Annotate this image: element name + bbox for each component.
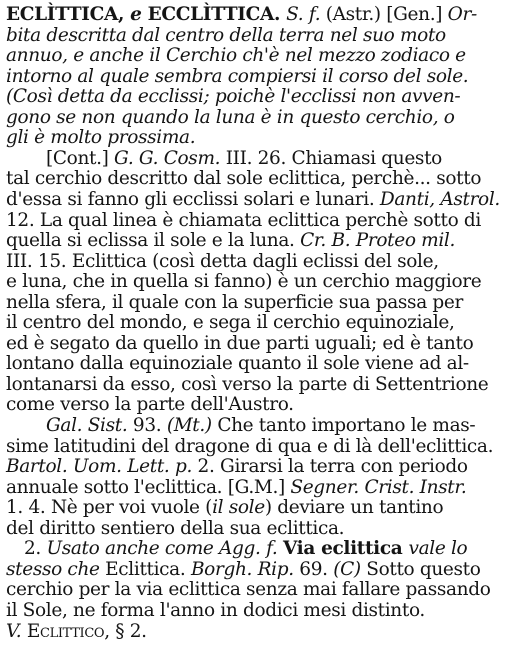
text-run: 2. Girarsi la terra con periodo xyxy=(197,456,468,478)
text-run: come verso la parte dell'Austro. xyxy=(6,394,294,416)
text-run: 93. xyxy=(132,415,167,436)
text-run: Segner. Crist. Instr. xyxy=(290,476,467,498)
text-run: lontano dalla equinoziale quanto il sole viene ad al- xyxy=(6,353,469,375)
text-run: S. f. xyxy=(286,4,326,25)
text-run: III. 15. Eclittica (così detta dagli eclissi del sole, xyxy=(6,250,439,272)
text-run: (Astr.) [Gen.] xyxy=(325,4,448,25)
text-run: Via eclittica xyxy=(282,538,409,560)
text-run: e luna, che in quella si fanno) è un cerchio maggiore xyxy=(6,271,482,293)
text-run: del diritto sentiero della sua eclittica. xyxy=(6,517,345,539)
text-run: Cr. B. Proteo mil. xyxy=(300,230,455,252)
text-run: vale lo xyxy=(408,538,468,560)
text-run: 69. xyxy=(299,558,334,580)
text-run: il Sole, ne forma l'anno in dodici mesi distinto. xyxy=(6,599,425,621)
text-run: quella si eclissa il sole e la luna. xyxy=(6,230,301,252)
text-run: , § 2. xyxy=(104,620,147,642)
text-run: Che tanto importano le mas- xyxy=(217,415,476,436)
headword: ECLÌTTICA, xyxy=(6,4,131,25)
headword: ECCLÌTTICA. xyxy=(147,4,287,25)
text-run: gli è molto prossima. xyxy=(6,127,196,149)
text-run: Borgh. Rip. xyxy=(190,558,300,580)
text-run: d'essa si fanno gli ecclissi solari e lunari. xyxy=(6,188,380,210)
headword: e xyxy=(130,4,148,25)
text-run: il sole xyxy=(212,497,265,519)
text-run: Eclittica. xyxy=(105,558,191,580)
text-line xyxy=(6,620,468,644)
text-run: ) deviare un tantino xyxy=(264,497,444,519)
text-run: Sotto questo xyxy=(366,558,481,580)
text-run: ed è segato da quello in due parti uguali; ed è tanto xyxy=(6,332,474,354)
text-run: III. 26. Chiamasi questo xyxy=(225,147,442,169)
text-run: 2. xyxy=(24,538,47,560)
text-run: (C) xyxy=(333,558,367,580)
text-run: [Cont.] xyxy=(46,147,115,169)
text-run: intorno al quale sembra compiersi il corso del sole. xyxy=(6,65,469,87)
text-run: gono se non quando la luna è in questo cerchio, o xyxy=(6,106,455,128)
text-run: Or- xyxy=(447,4,477,25)
text-run: Bartol. Uom. Lett. p. xyxy=(6,456,198,478)
text-run: nella sfera, il quale con la superficie sua passa per xyxy=(6,291,463,313)
text-run: cerchio per la via eclittica senza mai fallare passando xyxy=(6,579,491,601)
text-run: annuo, e anche il Cerchio ch'è nel mezzo zodiaco e xyxy=(6,45,466,67)
text-run: (Mt.) xyxy=(166,415,218,436)
text-run: Eclittico xyxy=(26,620,105,642)
text-run: Danti, Astrol. xyxy=(379,188,500,210)
text-run: 1. 4. Nè per voi vuole ( xyxy=(6,497,213,519)
text-run: sime latitudini del dragone di qua e di là dell'eclittica. xyxy=(6,435,494,457)
text-run: stesso che xyxy=(6,558,106,580)
text-run: lontanarsi da esso, così verso la parte di Settentrione xyxy=(6,373,489,395)
text-run: il centro del mondo, e sega il cerchio equinoziale, xyxy=(6,312,455,334)
text-run: G. G. Cosm. xyxy=(114,147,226,169)
text-run: annuale sotto l'eclittica. [G.M.] xyxy=(6,476,291,498)
text-run: 12. La qual linea è chiamata eclittica perchè sotto di xyxy=(6,209,481,231)
text-run: bita descritta dal centro della terra nel suo moto xyxy=(6,24,446,46)
text-run: Gal. Sist. xyxy=(46,415,133,436)
text-run: Usato anche come Agg. f. xyxy=(46,538,283,560)
text-run: (Così detta da ecclissi; poichè l'ecclissi non avven- xyxy=(6,86,461,108)
text-run: tal cerchio descritto dal sole eclittica, perchè... sotto xyxy=(6,168,482,190)
text-run: V. xyxy=(6,620,27,642)
